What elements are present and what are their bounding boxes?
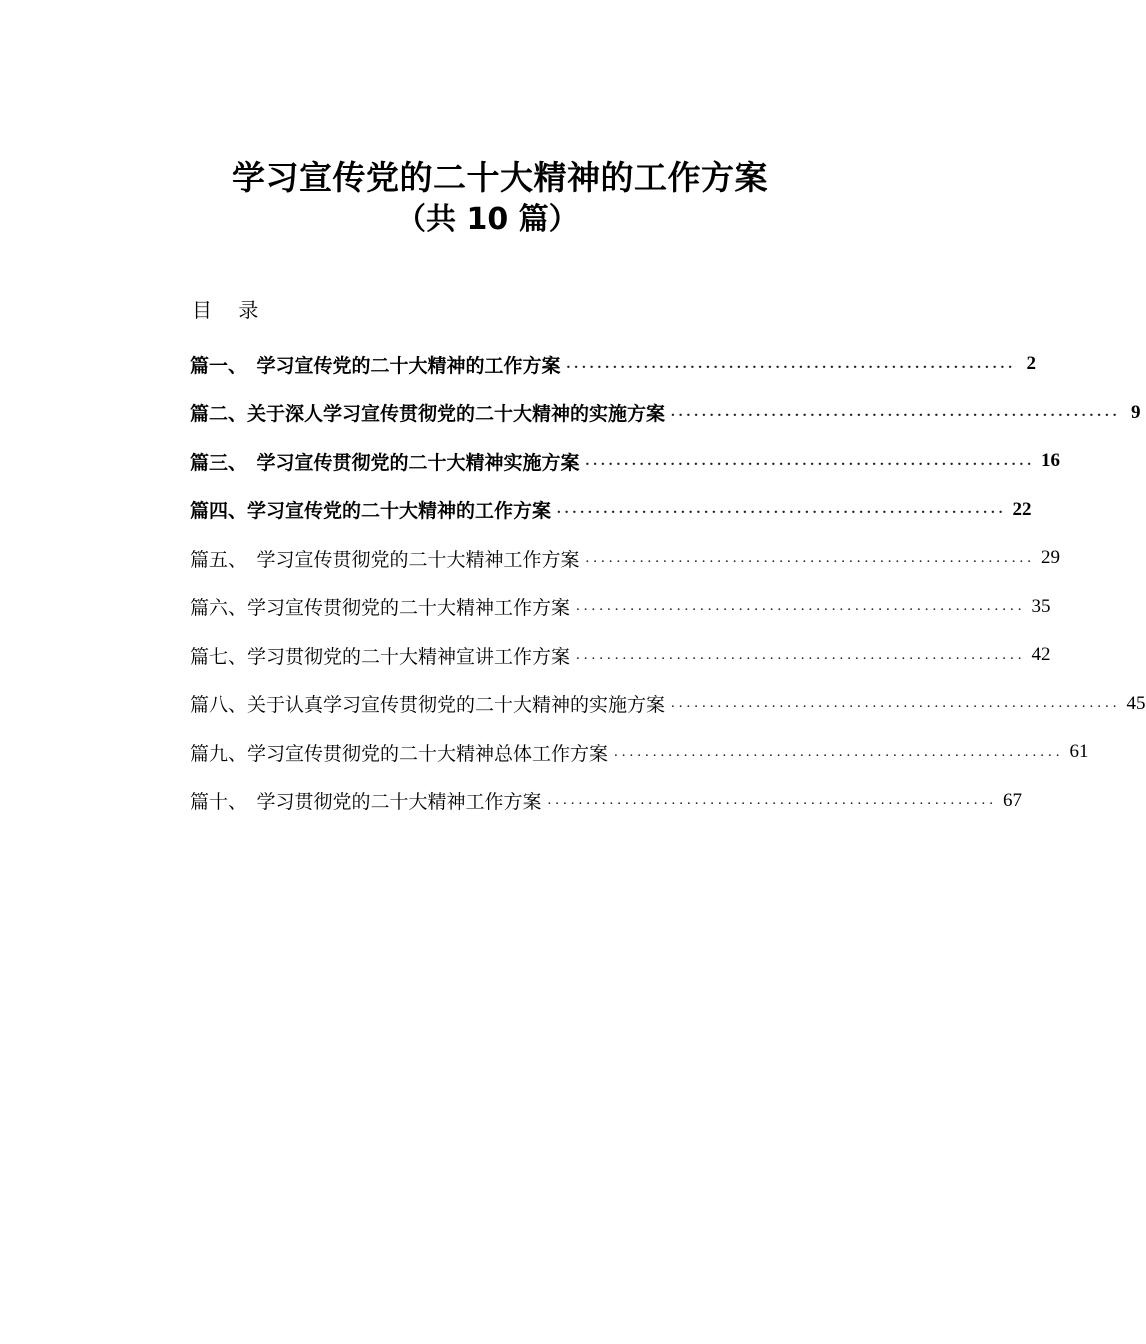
toc-item-label: 篇七、学习贯彻党的二十大精神宣讲工作方案 xyxy=(190,645,571,668)
toc-item-page: 42 xyxy=(1031,644,1051,666)
toc-item-label: 篇三、 学习宣传贯彻党的二十大精神实施方案 xyxy=(190,451,580,474)
toc-item-label: 篇五、 学习宣传贯彻党的二十大精神工作方案 xyxy=(190,548,580,571)
table-of-contents xyxy=(190,340,1146,825)
toc-item[interactable] xyxy=(190,437,1061,486)
toc-item-page: 35 xyxy=(1031,595,1051,617)
toc-leader-dots: .......................................................... xyxy=(585,549,1036,566)
toc-item[interactable] xyxy=(190,583,1051,632)
toc-item[interactable] xyxy=(190,486,1032,535)
toc-item-page: 67 xyxy=(1003,789,1023,811)
toc-item[interactable] xyxy=(190,680,1146,729)
toc-item[interactable] xyxy=(190,534,1061,583)
toc-item[interactable] xyxy=(190,728,1089,777)
toc-leader-dots: .......................................................... xyxy=(576,646,1026,663)
toc-item[interactable] xyxy=(190,631,1051,680)
toc-leader-dots: .......................................................... xyxy=(671,695,1121,712)
document-title: 学习宣传党的二十大精神的工作方案 xyxy=(232,158,768,197)
toc-item-page: 9 xyxy=(1131,401,1141,423)
toc-item-page: 45 xyxy=(1126,692,1146,714)
toc-item-page: 16 xyxy=(1041,450,1061,472)
toc-item-label: 篇九、学习宣传贯彻党的二十大精神总体工作方案 xyxy=(190,742,609,765)
toc-leader-dots: .......................................................... xyxy=(547,792,998,809)
toc-item[interactable] xyxy=(190,777,1023,826)
toc-leader-dots: .......................................................... xyxy=(585,452,1036,469)
toc-leader-dots: .......................................................... xyxy=(614,743,1064,760)
toc-leader-dots: .......................................................... xyxy=(557,501,1007,518)
toc-item[interactable] xyxy=(190,340,1037,389)
toc-item-page: 22 xyxy=(1012,498,1032,520)
document-subtitle: （共 10 篇） xyxy=(396,202,579,237)
toc-item-label: 篇二、关于深人学习宣传贯彻党的二十大精神的实施方案 xyxy=(190,403,666,426)
toc-item[interactable] xyxy=(190,389,1141,438)
toc-leader-dots: .......................................................... xyxy=(576,598,1026,615)
toc-item-label: 篇八、关于认真学习宣传贯彻党的二十大精神的实施方案 xyxy=(190,694,666,717)
toc-leader-dots: .......................................................... xyxy=(566,355,1017,372)
toc-heading: 目 录 xyxy=(192,298,269,322)
toc-item-label: 篇六、学习宣传贯彻党的二十大精神工作方案 xyxy=(190,597,571,620)
toc-leader-dots: .......................................................... xyxy=(671,404,1121,421)
toc-item-page: 2 xyxy=(1026,353,1037,375)
toc-item-label: 篇十、 学习贯彻党的二十大精神工作方案 xyxy=(190,791,542,814)
toc-item-page: 29 xyxy=(1041,547,1061,569)
toc-item-page: 61 xyxy=(1069,741,1089,763)
toc-item-label: 篇一、 学习宣传党的二十大精神的工作方案 xyxy=(190,354,561,377)
toc-item-label: 篇四、学习宣传党的二十大精神的工作方案 xyxy=(190,500,552,523)
